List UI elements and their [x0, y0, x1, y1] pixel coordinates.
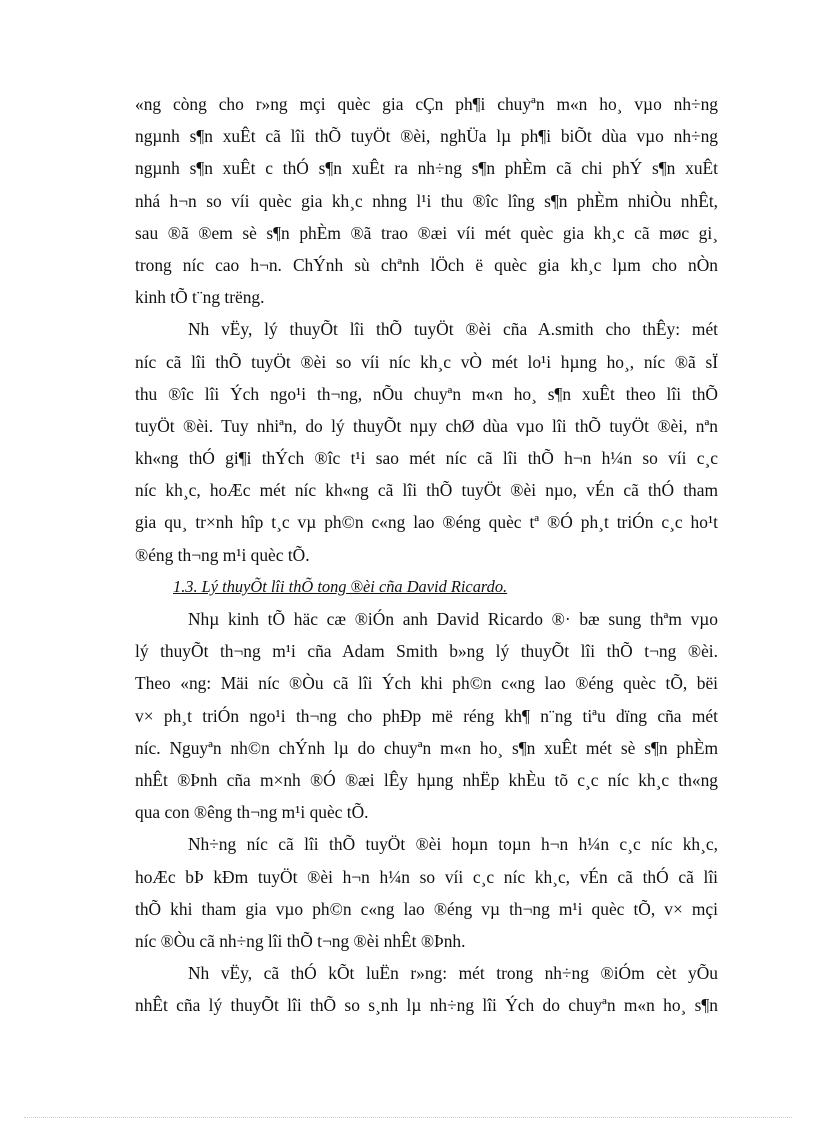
text-line: ®éng th¬ng m¹i quèc tÕ.: [135, 544, 310, 565]
paragraph: [135, 957, 718, 1021]
text-line: níc. Nguyªn nh©n chÝnh lµ do chuyªn m«n ho¸ s¶n xuÊt mét sè s¶n phÈm: [135, 737, 718, 758]
text-line: thu ®îc lîi Ých ngo¹i th¬ng, nÕu chuyªn m«n ho¸ s¶n xuÊt theo lîi thÕ: [135, 383, 718, 404]
paragraph: [135, 828, 718, 957]
paragraph: [135, 603, 718, 828]
text-line: trong níc cao h¬n. ChÝnh sù chªnh lÖch ë quèc gia kh¸c lµm cho nÒn: [135, 254, 718, 275]
text-line: níc cã lîi thÕ tuyÖt ®èi so víi níc kh¸c vÒ mét lo¹i hµng ho¸, níc ®ã sÏ: [135, 351, 718, 372]
text-line: Theo «ng: Mäi níc ®Òu cã lîi Ých khi ph©n c«ng lao ®éng quèc tÕ, bëi: [135, 673, 718, 694]
text-block-before-heading: [135, 88, 718, 571]
text-line: tuyÖt ®èi. Tuy nhiªn, do lý thuyÕt nµy chØ dùa vµo lîi thÕ tuyÖt ®èi, nªn: [135, 415, 718, 436]
text-line: qua con ®êng th¬ng m¹i quèc tÕ.: [135, 802, 369, 823]
text-block-after-heading: [135, 603, 718, 1021]
text-line: níc kh¸c, hoÆc mét níc kh«ng cã lîi thÕ tuyÖt ®èi nµo, vÉn cã thÓ tham: [135, 480, 718, 501]
text-line: lý thuyÕt th¬ng m¹i cña Adam Smith b»ng lý thuyÕt lîi thÕ t¬ng ®èi.: [135, 641, 718, 662]
text-line: sau ®ã ®em sè s¶n phÈm ®ã trao ®æi víi mét quèc gia kh¸c cã møc gi¸: [135, 222, 718, 243]
text-line: Nh÷ng níc cã lîi thÕ tuyÖt ®èi hoµn toµn h¬n h¼n c¸c níc kh¸c,: [188, 834, 718, 855]
text-line: Nhµ kinh tÕ häc cæ ®iÓn anh David Ricardo ®· bæ sung thªm vµo: [188, 609, 718, 629]
text-line: níc ®Òu cã nh÷ng lîi thÕ t¬ng ®èi nhÊt ®Þnh.: [135, 930, 466, 951]
text-line: Nh vËy, cã thÓ kÕt luËn r»ng: mét trong nh÷ng ®iÓm cèt yÕu: [188, 963, 718, 984]
text-line: kh«ng thÓ gi¶i thÝch ®îc t¹i sao mét níc cã lîi thÕ h¬n h¼n so víi c¸c: [135, 448, 718, 469]
text-line: ngµnh s¶n xuÊt c thÓ s¶n xuÊt ra nh÷ng s¶n phÈm cã chi phÝ s¶n xuÊt: [135, 158, 718, 179]
text-line: v× ph¸t triÓn ngo¹i th¬ng cho phÐp më réng kh¶ n¨ng tiªu dïng cña mét: [135, 705, 718, 726]
section-heading: 1.3. Lý thuyÕt lîi thÕ tong ®èi cña David Ricardo.: [173, 576, 508, 596]
text-line: hoÆc bÞ kÐm tuyÖt ®èi h¬n h¼n so víi c¸c níc kh¸c, vÉn cã thÓ cã lîi: [135, 866, 718, 887]
text-line: ngµnh s¶n xuÊt cã lîi thÕ tuyÖt ®èi, nghÜa lµ ph¶i biÕt dùa vµo nh÷ng: [135, 126, 718, 147]
text-line: kinh tÕ t¨ng trëng.: [135, 287, 265, 308]
text-line: gia qu¸ tr×nh hîp t¸c vµ ph©n c«ng lao ®éng quèc tª ®Ó ph¸t triÓn c¸c ho¹t: [135, 512, 718, 533]
text-line: thÕ khi tham gia vµo ph©n c«ng lao ®éng vµ th¬ng m¹i quèc tÕ, v× mçi: [135, 898, 718, 919]
paragraph: [135, 313, 718, 571]
text-line: Nh vËy, lý thuyÕt lîi thÕ tuyÖt ®èi cña A.smith cho thÊy: mét: [188, 319, 718, 340]
text-line: nhá h¬n so víi quèc gia kh¸c nhng l¹i thu ®îc lîng s¶n phÈm nhiÒu nhÊt,: [135, 190, 718, 211]
paragraph: [135, 88, 718, 313]
text-line: nhÊt ®Þnh cña m×nh ®Ó ®æi lÊy hµng nhËp khÈu tõ c¸c níc kh¸c th«ng: [135, 769, 718, 790]
page-footer-divider: [24, 1117, 792, 1118]
page-content: [135, 88, 718, 1021]
text-line: nhÊt cña lý thuyÕt lîi thÕ so s¸nh lµ nh÷ng lîi Ých do chuyªn m«n ho¸ s¶n: [135, 995, 718, 1016]
text-line: «ng còng cho r»ng mçi quèc gia cÇn ph¶i chuyªn m«n ho¸ vµo nh÷ng: [135, 94, 718, 114]
